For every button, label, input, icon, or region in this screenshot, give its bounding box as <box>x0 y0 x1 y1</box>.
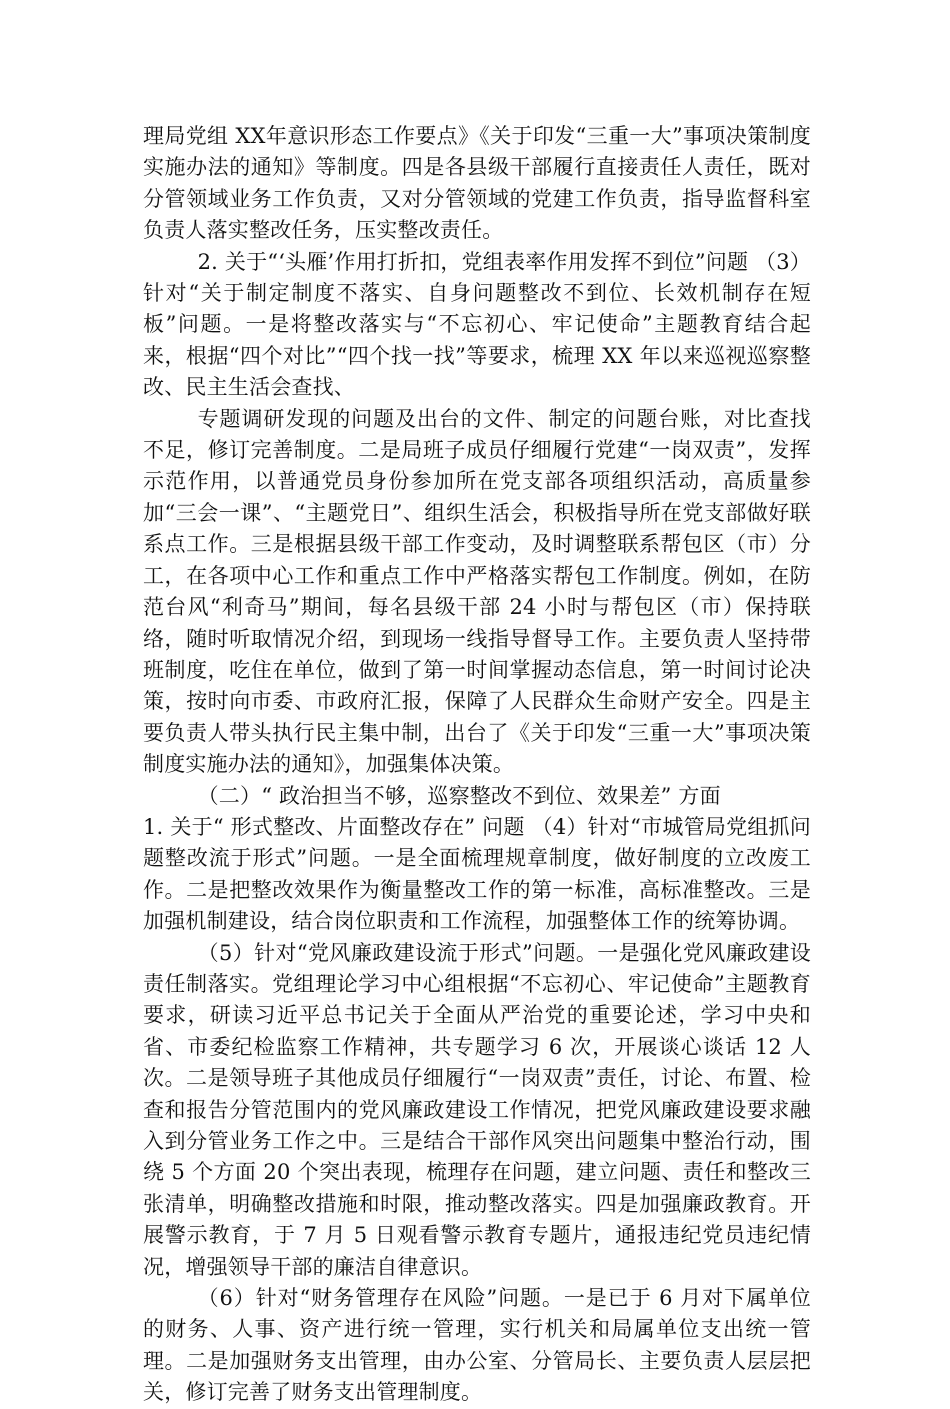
paragraph-2: 2. 关于“‘头雁’作用打折扣，党组表率作用发挥不到位”问题 （3）针对“关于制定制度不落实、自身问题整改不到位、长效机制存在短板”问题。一是将整改落实与“不忘初心、牢记使命”主题教育结合起来，根据“四个对比”“四个找一找”等要求，梳理 XX 年以来巡视巡察整改、民主生活会查找、 <box>143 249 811 400</box>
paragraph-1: 理局党组 XX年意识形态工作要点》《关于印发“三重一大”事项决策制度实施办法的通知》等制度。四是各县级干部履行直接责任人责任，既对分管领域业务工作负责，又对分管领域的党建工作负责，指导监督科室负责人落实整改任务，压实整改责任。 <box>143 124 811 243</box>
paragraph-3: 专题调研发现的问题及出台的文件、制定的问题台账，对比查找不足，修订完善制度。二是局班子成员仔细履行党建“一岗双责”，发挥示范作用，以普通党员身份参加所在党支部各项组织活动，高质量参加“三会一课”、“主题党日”、组织生活会，积极指导所在党支部做好联系点工作。三是根据县级干部工作变动，及时调整联系帮包区（市）分工，在各项中心工作和重点工作中严格落实帮包工作制度。例如，在防范台风“利奇马”期间，每名县级干部 24 小时与帮包区（市）保持联络，随时听取情况介绍，到现场一线指导督导工作。主要负责人坚持带班制度，吃住在单位，做到了第一时间掌握动态信息，第一时间讨论决策，按时向市委、市政府汇报，保障了人民群众生命财产安全。四是主要负责人带头执行民主集中制，出台了《关于印发“三重一大”事项决策制度实施办法的通知》，加强集体决策。 <box>143 406 811 777</box>
paragraph-6: （6）针对“财务管理存在风险”问题。一是已于 6 月对下属单位的财务、人事、资产进行统一管理，实行机关和局属单位支出统一管理。二是加强财务支出管理，由办公室、分管局长、主要负责人层层把关，修订完善了财务支出管理制度。 <box>143 1286 811 1405</box>
paragraph-5: （5）针对“党风廉政建设流于形式”问题。一是强化党风廉政建设责任制落实。党组理论学习中心组根据“不忘初心、牢记使命”主题教育要求，研读习近平总书记关于全面从严治党的重要论述，学习中央和省、市委纪检监察工作精神，共专题学习 6 次，开展谈心谈话 12 人次。二是领导班子其他成员仔细履行“一岗双责”责任，讨论、布置、检查和报告分管范围内的党风廉政建设工作情况，把党风廉政建设要求融入到分管业务工作之中。三是结合干部作风突出问题集中整治行动，围绕 5 个方面 20 个突出表现，梳理存在问题，建立问题、责任和整改三张清单，明确整改措施和时限，推动整改落实。四是加强廉政教育。开展警示教育，于 7 月 5 日观看警示教育专题片，通报违纪党员违纪情况，增强领导干部的廉洁自律意识。 <box>143 940 811 1279</box>
document-page <box>143 121 811 1409</box>
section-heading-2: （二）“ 政治担当不够，巡察整改不到位、效果差” 方面 <box>197 783 721 808</box>
paragraph-4: 1. 关于“ 形式整改、片面整改存在” 问题 （4）针对“市城管局党组抓问题整改流于形式”问题。一是全面梳理规章制度，做好制度的立改废工作。二是把整改效果作为衡量整改工作的第一标准，高标准整改。三是加强机制建设，结合岗位职责和工作流程，加强整体工作的统筹协调。 <box>143 814 811 934</box>
